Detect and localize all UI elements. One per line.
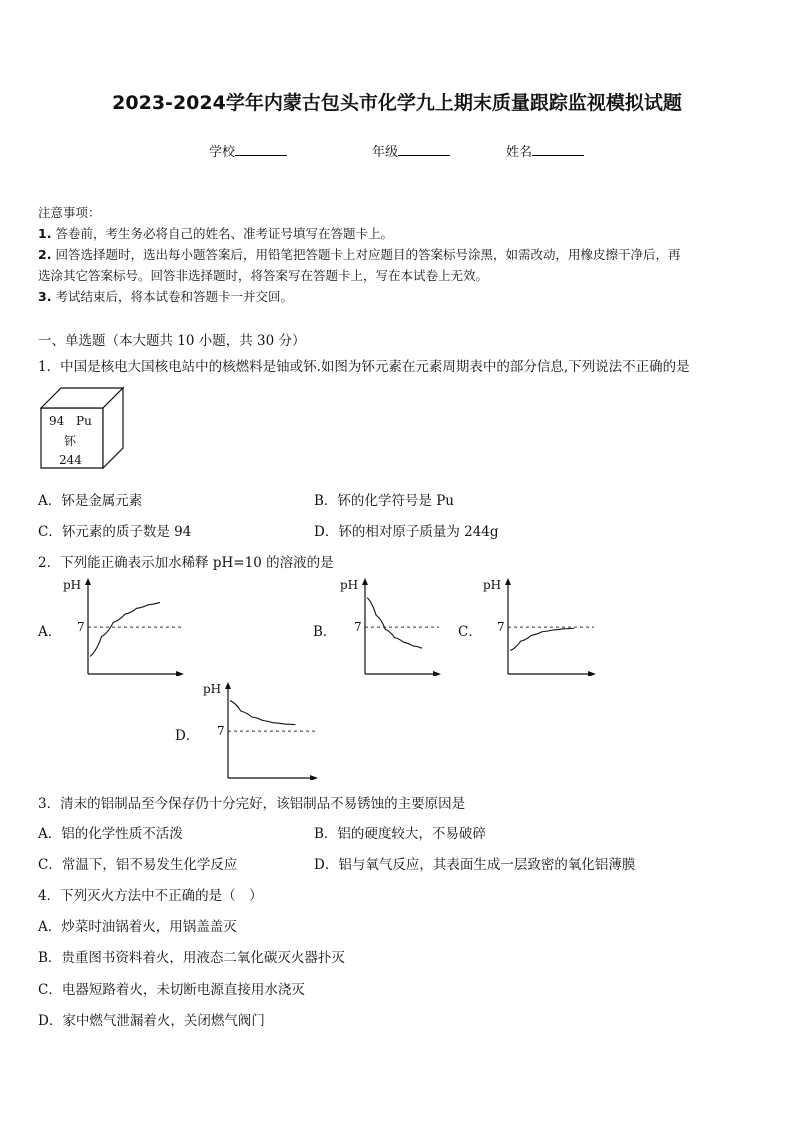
question-2-stem: 2．下列能正确表示加水稀释 pH=10 的溶液的是 xyxy=(38,555,334,571)
ph-chart-b xyxy=(335,576,445,676)
q2-option-b-label: B． xyxy=(313,624,337,640)
note-num: 2. xyxy=(38,247,52,262)
reference-tick-label: 7 xyxy=(354,620,362,635)
x-axis-arrow xyxy=(310,775,318,780)
notes-heading: 注意事项： xyxy=(38,205,101,220)
y-axis-label: pH xyxy=(483,578,502,592)
grade-field xyxy=(372,141,450,160)
series-line-d xyxy=(230,701,296,725)
note-num: 3. xyxy=(38,289,52,304)
note-item xyxy=(38,266,488,284)
series-line-a xyxy=(90,602,160,656)
note-item xyxy=(38,245,680,263)
q4-option-b: B．贵重图书资料着火，用液态二氧化碳灭火器扑灭 xyxy=(38,950,345,966)
x-axis-arrow xyxy=(588,671,596,676)
reference-tick-label: 7 xyxy=(77,620,85,635)
name-label: 姓名 xyxy=(506,145,533,160)
ph-chart-c xyxy=(478,576,600,676)
series-line-c xyxy=(510,628,574,650)
q2-option-c-label: C． xyxy=(458,624,482,640)
note-item xyxy=(38,224,393,242)
q4-option-c: C．电器短路着火，未切断电源直接用水浇灭 xyxy=(38,982,305,998)
grade-label: 年级 xyxy=(372,145,399,160)
element-tile-diagram xyxy=(39,386,125,470)
question-4-stem: 4．下列灭火方法中不正确的是（ ） xyxy=(38,888,263,904)
question-1-stem: 1．中国是核电大国核电站中的核燃料是铀或钚.如图为钚元素在元素周期表中的部分信息,下列说法不正确的是 xyxy=(38,359,690,375)
q2-option-d-label: D． xyxy=(175,728,200,744)
y-axis-label: pH xyxy=(340,578,359,592)
q3-option-b: B．铝的硬度较大，不易破碎 xyxy=(314,826,486,842)
note-text: 考试结束后，将本试卷和答题卡一并交回。 xyxy=(55,289,293,304)
x-axis-arrow xyxy=(433,671,441,676)
y-axis-arrow xyxy=(362,578,368,585)
atomic-mass: 244 xyxy=(59,453,82,467)
school-blank xyxy=(235,143,287,156)
q3-option-d: D．铝与氧气反应，其表面生成一层致密的氧化铝薄膜 xyxy=(314,857,636,873)
grade-blank xyxy=(398,143,450,156)
ph-chart-d xyxy=(198,680,322,780)
y-axis-arrow xyxy=(85,578,91,585)
q1-option-d: D．钚的相对原子质量为 244g xyxy=(314,524,499,540)
atomic-number: 94 xyxy=(49,414,65,428)
q1-option-a: A．钚是金属元素 xyxy=(38,493,143,509)
q2-option-a-label: A． xyxy=(38,624,62,640)
q4-option-d: D．家中燃气泄漏着火，关闭燃气阀门 xyxy=(38,1013,265,1029)
question-3-stem: 3．清末的铝制品至今保存仍十分完好，该铝制品不易锈蚀的主要原因是 xyxy=(38,796,466,812)
reference-tick-label: 7 xyxy=(217,724,225,739)
note-item xyxy=(38,287,293,305)
q3-option-c: C．常温下，铝不易发生化学反应 xyxy=(38,857,238,873)
q1-option-b: B．钚的化学符号是 Pu xyxy=(314,493,454,509)
note-text: 答卷前，考生务必将自己的姓名、准考证号填写在答题卡上。 xyxy=(55,226,393,241)
page-title: 2023-2024学年内蒙古包头市化学九上期末质量跟踪监视模拟试题 xyxy=(112,92,682,114)
y-axis-arrow xyxy=(225,682,231,689)
school-label: 学校 xyxy=(209,145,236,160)
section-heading: 一、单选题（本大题共 10 小题，共 30 分） xyxy=(38,333,306,349)
q1-option-c: C．钚元素的质子数是 94 xyxy=(38,524,192,540)
reference-tick-label: 7 xyxy=(497,620,505,635)
school-field xyxy=(209,141,287,160)
ph-chart-a xyxy=(58,576,188,676)
note-text: 选涂其它答案标号。回答非选择题时，将答案写在答题卡上，写在本试卷上无效。 xyxy=(38,268,489,283)
series-line-b xyxy=(367,598,422,648)
y-axis-arrow xyxy=(505,578,511,585)
element-symbol: Pu xyxy=(76,414,92,428)
note-num: 1. xyxy=(38,226,52,241)
y-axis-label: pH xyxy=(63,578,82,592)
x-axis-arrow xyxy=(176,671,184,676)
q3-option-a: A．铝的化学性质不活泼 xyxy=(38,826,183,842)
y-axis-label: pH xyxy=(203,682,222,696)
q4-option-a: A．炒菜时油锅着火，用锅盖盖灭 xyxy=(38,919,237,935)
name-blank xyxy=(532,143,584,156)
name-field xyxy=(506,141,584,160)
note-text: 回答选择题时，选出每小题答案后，用铅笔把答题卡上对应题目的答案标号涂黑，如需改动，用橡皮擦干净后，再 xyxy=(55,247,681,262)
element-name: 钚 xyxy=(64,434,77,448)
